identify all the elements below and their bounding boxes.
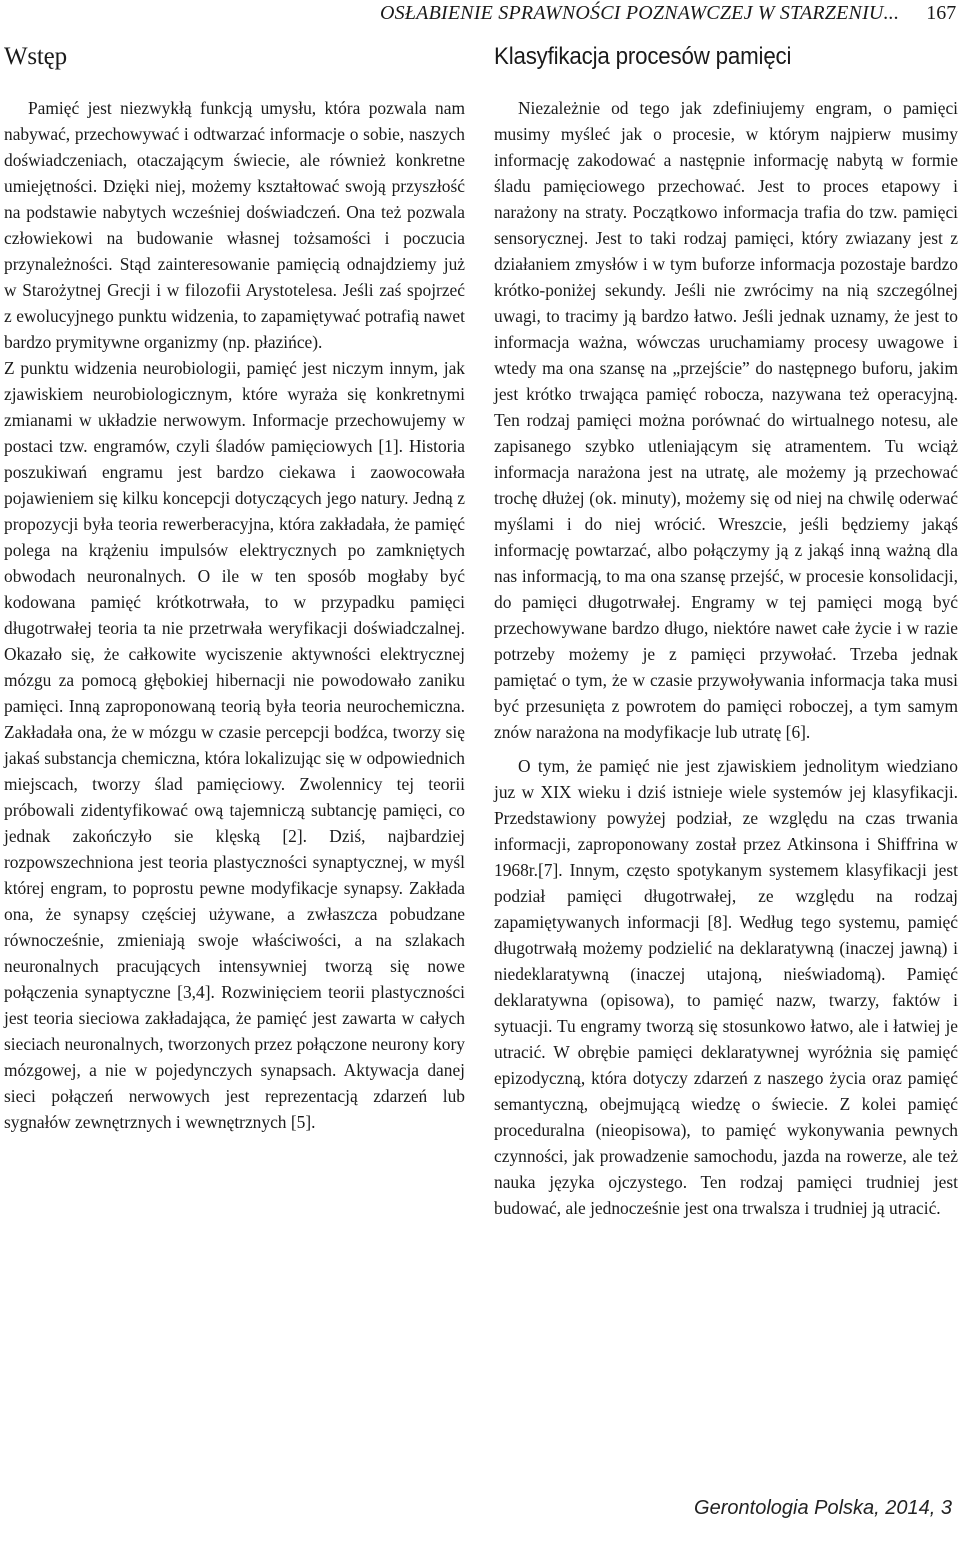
paragraph: Z punktu widzenia neurobiologii, pamięć jest niczym innym, jak zjawiskiem neurobiologicznym, które wyraża się konkretnymi zmianami w układzie nerwowym. Informacje przechowujemy w postaci tzw. engramów, czyli śladów pamięciowych [1]. Historia poszukiwań engramu jest bardzo ciekawa i zaowocowała pojawieniem się kilku koncepcji dotyczących jego natury. Jedną z propozycji była teoria rewerberacyjna, która zakładała, że pamięć polega na krążeniu impulsów elektrycznych po zamkniętych obwodach neuronalnych. O ile w ten sposób mogłaby być kodowana pamięć krótkotrwała, to w przypadku pamięci długotrwałej teoria ta nie przetrwała weryfikacji doświadczalnej. Okazało się, że całkowite wyciszenie aktywności elektrycznej mózgu za pomocą głębokiej hibernacji nie powodowało zaniku pamięci. Inną zaproponowaną teorią była teoria neurochemiczna. Zakładała ona, że w mózgu w czasie percepcji bodźca, tworzy się jakaś substancja chemiczna, która lokalizując się w odpowiednich miejscach, tworzy ślad pamięciowy. Zwolennicy tej teorii próbowali zidentyfikować ową tajemniczą subtancję pamięci, co jednak zakończyło sie klęską [2]. Dziś, najbardziej rozpowszechniona jest teoria plastyczności synaptycznej, w myśl której engram, to poprostu pewne modyfikacje synapsy. Zakłada ona, że synapsy częściej używane, a zwłaszcza pobudzane równocześnie, zmieniają swoje właściwości, a na szlakach neuronalnych pracujących intensywniej tworzą się nowe połączenia synaptyczne [3,4]. Rozwinięciem teorii plastyczności jest teoria sieciowa zakładająca, że pamięć jest zawarta w całych sieciach neuronalnych, tworzonych przez połączone neurony kory mózgowej, a nie w pojedynczych synapsach. Aktywacja danej sieci połączeń nerwowych jest reprezentacją zdarzeń lub sygnałów zewnętrznych i wewnętrznych [5]. (4, 358, 465, 1132)
section-heading-memory-classification: Klasyfikacja procesów pamięci (494, 43, 792, 70)
paragraph: Pamięć jest niezwykłą funkcją umysłu, która pozwala nam nabywać, przechowywać i odtwarzać informacje o sobie, naszych doświadczeniach, otaczającym świecie, ale również konkretne umiejętności. Dzięki niej, możemy kształtować swoją przyszłość na podstawie nabytych wcześniej doświadczeń. Ona też pozwala człowiekowi na budowanie własnej tożsamości i poczucia przynależności. Stąd zainteresowanie pamięcią odnajdziemy już w Starożytnej Grecji i w filozofii Arystotelesa. Jeśli zaś spojrzeć z ewolucyjnego punktu widzenia, to zapamiętywać potrafią nawet bardzo prymitywne organizmy (np. płazińce). (4, 98, 465, 352)
right-column-body (494, 95, 958, 1221)
page-number: 167 (926, 2, 957, 24)
running-title: OSŁABIENIE SPRAWNOŚCI POZNAWCZEJ W STARZENIU... (380, 2, 900, 24)
left-column (4, 44, 465, 1135)
paragraph: O tym, że pamięć nie jest zjawiskiem jednolitym wiedziano juz w XIX wieku i dziś istnieje wiele systemów jej klasyfikacji. Przedstawiony powyżej podział, ze względu na czas trwania informacji, zaproponowany został przez Atkinsona i Shiffrina w 1968r.[7]. Innym, często spotykanym systemem klasyfikacji jest podział pamięci długotrwałej, ze względu na rodzaj zapamiętywanych informacji [8]. Według tego systemu, pamięć długotrwałą możemy podzielić na deklaratywną (inaczej jawną) i niedeklaratywną (inaczej utajoną, nieświadomą). Pamięć deklaratywna (opisowa), to pamięć nazw, twarzy, faktów i sytuacji. Tu engramy tworzą się stosunkowo łatwo, ale i łatwiej je utracić. W obrębie pamięci deklaratywnej wyróżnia się pamięć epizodyczną, która dotyczy zdarzeń z naszego życia oraz pamięć semantyczną, obejmującą wiedzę o świecie. Z kolei pamięć proceduralna (nieopisowa), to pamięć wykonywania pewnych czynności, jak prowadzenie samochodu, jazda na rowerze, ale też nauka języka ojczystego. Ten rodzaj pamięci trudniej jest budować, ale jednocześnie jest ona trwalsza i trudniej ją utracić. (494, 756, 958, 1218)
paragraph: Niezależnie od tego jak zdefiniujemy engram, o pamięci musimy myśleć jak o procesie, w którym najpierw musimy informację zakodować a następnie informację nabytą w formie śladu pamięciowego przechować. Jest to proces etapowy i narażony na straty. Początkowo informacja trafia do tzw. pamięci sensorycznej. Jest to taki rodzaj pamięci, który zwiazany jest z działaniem zmysłów i w tym buforze informacja pozostaje bardzo krótko-poniżej sekundy. Jeśli nie zwrócimy na nią szczególnej uwagi, to tracimy ją bardzo łatwo. Jeśli jednak uznamy, że jest to informacja ważna, wówczas uruchamiamy procesy uwagowe i wtedy ma ona szansę na „przejście” do następnego buforu, jakim jest krótko trwająca pamięć robocza, nazywana też operacyjną. Ten rodzaj pamięci można porównać do wirtualnego notesu, ale zapisanego szybko utleniającym się atramentem. Tu wciąż informacja narażona jest na utratę, ale możemy ją przechować trochę dłużej (ok. minuty), możemy się od niej na chwilę oderwać myślami i do niej wrócić. Wreszcie, jeśli będziemy jakąś informację powtarzać, albo połączymy ją z jakąś inną ważną dla nas informacją, to ma ona szansę przejść, w procesie konsolidacji, do pamięci długotrwałej. Engramy w tej pamięci mogą być przechowywane bardzo długo, niektóre nawet całe życie i w razie potrzeby możemy je z pamięci przywołać. Trzeba jednak pamiętać o tym, że w czasie przywoływania informacja taka musi być przesunięta z powrotem do pamięci roboczej, a tym samym znów narażona na modyfikacje lub utratę [6]. (494, 98, 958, 742)
section-heading-introduction: Wstęp (4, 43, 67, 70)
right-column (494, 44, 958, 1221)
journal-footer: Gerontologia Polska, 2014, 3 (694, 1497, 952, 1519)
left-column-body (4, 95, 465, 1135)
running-head (380, 0, 957, 26)
